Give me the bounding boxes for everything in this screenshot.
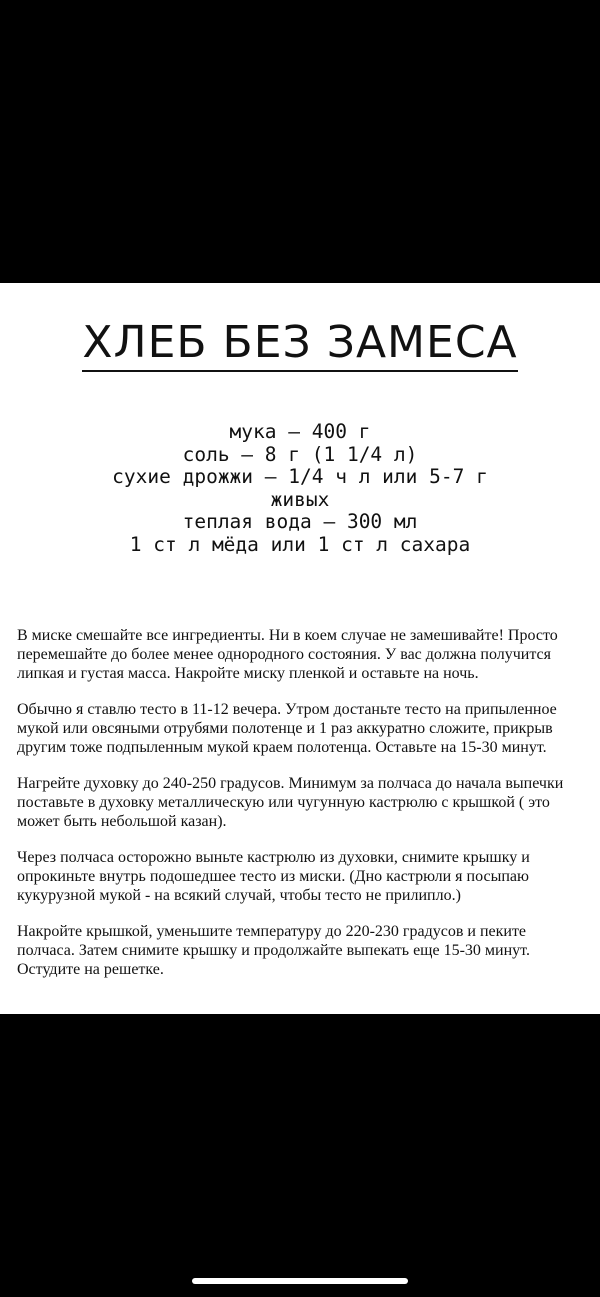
bottom-black-area [0, 1014, 600, 1297]
instruction-paragraph: В миске смешайте все ингредиенты. Ни в коем случае не замешивайте! Просто перемешайте до более менее однородного состояния. У вас должна получится липкая и густая масса. Накройте миску пленкой и оставьте на ночь. [17, 627, 558, 682]
ingredient-item: сухие дрожжи – 1/4 ч л или 5-7 г живых [112, 465, 488, 511]
instruction-paragraph: Обычно я ставлю тесто в 11-12 вечера. Утром достаньте тесто на припыленное мукой или овсяными отрубями полотенце и 1 раз аккуратно сложите, прикрыв другим тоже подпыленным мукой краем полотенца. Оставьте на 15-30 минут. [17, 701, 557, 756]
instruction-paragraph: Нагрейте духовку до 240-250 градусов. Минимум за полчаса до начала выпечки поставьте в духовку металлическую или чугунную кастрюлю с крышкой ( это может быть небольшой казан). [17, 775, 564, 830]
recipe-title [0, 315, 600, 371]
recipe-card [0, 283, 600, 1014]
ingredient-item: соль – 8 г (1 1/4 л) [182, 442, 418, 466]
ingredient-item: теплая вода – 300 мл [182, 510, 418, 533]
instructions [17, 626, 587, 996]
instruction-paragraph: Накройте крышкой, уменьшите температуру до 220-230 градусов и пеките полчаса. Затем снимите крышку и продолжайте выпекать еще 15-30 минут. Остудите на решетке. [17, 923, 530, 978]
instruction-paragraph: Через полчаса осторожно выньте кастрюлю из духовки, снимите крышку и опрокиньте внутрь подошедшее тесто из миски. (Дно кастрюли я посыпаю кукурузной мукой - на всякий случай, чтобы тесто не прилипло.) [17, 849, 530, 904]
home-indicator[interactable] [192, 1278, 408, 1284]
ingredient-item: 1 ст л мёда или 1 ст л сахара [129, 532, 471, 556]
top-black-area [0, 0, 600, 283]
ingredients-list [0, 421, 600, 556]
ingredient-item: мука – 400 г [229, 420, 371, 443]
recipe-title-text: ХЛЕБ БЕЗ ЗАМЕСА [82, 317, 517, 372]
